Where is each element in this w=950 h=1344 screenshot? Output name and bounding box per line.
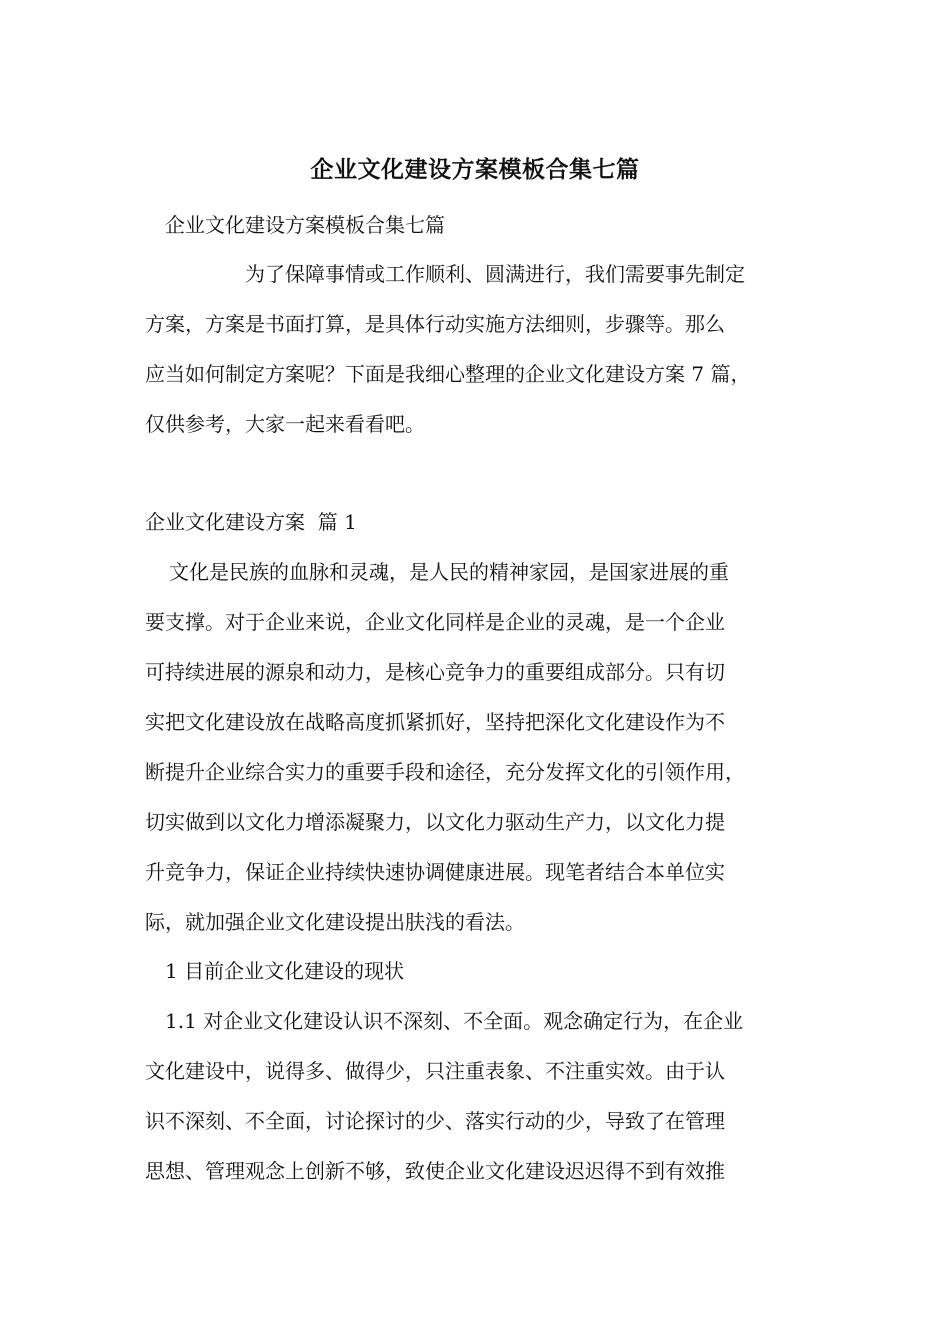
paragraph-line: 实把文化建设放在战略高度抓紧抓好，坚持把深化文化建设作为不: [145, 710, 725, 734]
intro-line: 方案，方案是书面打算，是具体行动实施方法细则，步骤等。那么: [145, 312, 725, 336]
subsection-heading: 1 目前企业文化建设的现状: [165, 959, 405, 983]
subsection-paragraph: [145, 996, 810, 1196]
paragraph-line: 切实做到以文化力增添凝聚力，以文化力驱动生产力，以文化力提: [145, 810, 725, 834]
paragraph-line: 际，就加强企业文化建设提出肤浅的看法。: [145, 910, 525, 934]
paragraph-line: 升竞争力，保证企业持续快速协调健康进展。现笔者结合本单位实: [145, 860, 725, 884]
section-heading: 企业文化建设方案 篇 1: [145, 510, 357, 534]
paragraph-line: 文化建设中，说得多、做得少，只注重表象、不注重实效。由于认: [145, 1059, 725, 1083]
intro-paragraph: [145, 249, 810, 449]
paragraph-line: 要支撑。对于企业来说，企业文化同样是企业的灵魂，是一个企业: [145, 610, 725, 634]
paragraph-line: 识不深刻、不全面，讨论探讨的少、落实行动的少，导致了在管理: [145, 1109, 725, 1133]
document-title: 企业文化建设方案模板合集七篇: [310, 157, 640, 183]
intro-line: 应当如何制定方案呢？下面是我细心整理的企业文化建设方案 7 篇，: [145, 362, 751, 386]
section-paragraph: [145, 547, 810, 947]
intro-line: 为了保障事情或工作顺利、圆满进行，我们需要事先制定: [245, 262, 745, 286]
paragraph-line: 文化是民族的血脉和灵魂，是人民的精神家园，是国家进展的重: [169, 560, 729, 584]
paragraph-line: 思想、管理观念上创新不够，致使企业文化建设迟迟得不到有效推: [145, 1159, 725, 1183]
paragraph-line: 断提升企业综合实力的重要手段和途径，充分发挥文化的引领作用，: [145, 760, 745, 784]
paragraph-line: 1.1 对企业文化建设认识不深刻、不全面。观念确定行为，在企业: [165, 1009, 744, 1033]
paragraph-line: 可持续进展的源泉和动力，是核心竞争力的重要组成部分。只有切: [145, 660, 725, 684]
intro-line: 仅供参考，大家一起来看看吧。: [145, 412, 425, 436]
document-subtitle: 企业文化建设方案模板合集七篇: [165, 213, 445, 237]
